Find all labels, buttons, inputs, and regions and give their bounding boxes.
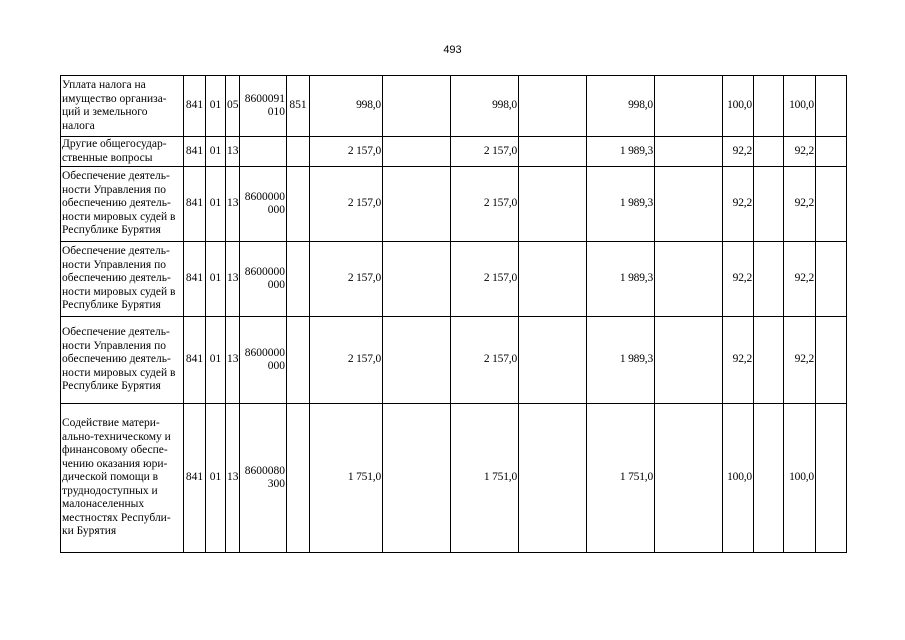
empty-cell <box>519 242 587 317</box>
percent-2: 100,0 <box>784 404 816 553</box>
percent-2: 92,2 <box>784 167 816 242</box>
empty-cell <box>816 137 847 167</box>
empty-cell <box>816 76 847 137</box>
section-code: 01 <box>206 404 226 553</box>
value-2: 998,0 <box>451 76 519 137</box>
empty-cell <box>754 76 784 137</box>
expense-type-code <box>287 167 310 242</box>
ministry-code: 841 <box>184 137 206 167</box>
row-name: Обеспечение деятель-ности Управления по обеспечению деятель-ности мировых судей в Республике Бурятия <box>61 167 184 242</box>
empty-cell <box>754 167 784 242</box>
empty-cell <box>383 167 451 242</box>
value-3: 1 989,3 <box>587 137 655 167</box>
subsection-code: 05 <box>226 76 240 137</box>
table-row <box>61 137 847 167</box>
ministry-code: 841 <box>184 242 206 317</box>
empty-cell <box>383 137 451 167</box>
empty-cell <box>816 404 847 553</box>
percent-1: 92,2 <box>723 137 754 167</box>
percent-2: 92,2 <box>784 317 816 404</box>
ministry-code: 841 <box>184 76 206 137</box>
value-2: 2 157,0 <box>451 167 519 242</box>
subsection-code: 13 <box>226 137 240 167</box>
empty-cell <box>519 137 587 167</box>
target-article-code: 8600000 000 <box>240 167 287 242</box>
value-3: 1 989,3 <box>587 167 655 242</box>
expense-type-code <box>287 404 310 553</box>
section-code: 01 <box>206 242 226 317</box>
table-row <box>61 404 847 553</box>
row-name: Обеспечение деятель-ности Управления по обеспечению деятель-ности мировых судей в Республике Бурятия <box>61 317 184 404</box>
ministry-code: 841 <box>184 404 206 553</box>
value-1: 2 157,0 <box>310 167 383 242</box>
expense-type-code: 851 <box>287 76 310 137</box>
expense-type-code <box>287 317 310 404</box>
value-3: 1 751,0 <box>587 404 655 553</box>
value-2: 2 157,0 <box>451 137 519 167</box>
section-code: 01 <box>206 167 226 242</box>
expense-type-code <box>287 137 310 167</box>
target-article-code: 8600000 000 <box>240 317 287 404</box>
value-3: 1 989,3 <box>587 317 655 404</box>
subsection-code: 13 <box>226 404 240 553</box>
section-code: 01 <box>206 317 226 404</box>
section-code: 01 <box>206 76 226 137</box>
ministry-code: 841 <box>184 317 206 404</box>
target-article-code: 8600080 300 <box>240 404 287 553</box>
section-code: 01 <box>206 137 226 167</box>
value-1: 2 157,0 <box>310 137 383 167</box>
empty-cell <box>655 137 723 167</box>
value-1: 2 157,0 <box>310 317 383 404</box>
expense-type-code <box>287 242 310 317</box>
budget-table <box>60 75 847 553</box>
empty-cell <box>816 242 847 317</box>
percent-1: 100,0 <box>723 76 754 137</box>
percent-1: 92,2 <box>723 167 754 242</box>
value-3: 1 989,3 <box>587 242 655 317</box>
empty-cell <box>383 317 451 404</box>
value-2: 2 157,0 <box>451 317 519 404</box>
empty-cell <box>754 242 784 317</box>
empty-cell <box>816 317 847 404</box>
percent-2: 100,0 <box>784 76 816 137</box>
table-row <box>61 167 847 242</box>
subsection-code: 13 <box>226 167 240 242</box>
page-number: 493 <box>443 44 462 56</box>
empty-cell <box>519 167 587 242</box>
percent-1: 92,2 <box>723 317 754 404</box>
empty-cell <box>655 242 723 317</box>
percent-1: 100,0 <box>723 404 754 553</box>
table-row <box>61 317 847 404</box>
value-3: 998,0 <box>587 76 655 137</box>
empty-cell <box>655 167 723 242</box>
value-2: 2 157,0 <box>451 242 519 317</box>
value-1: 998,0 <box>310 76 383 137</box>
empty-cell <box>383 76 451 137</box>
subsection-code: 13 <box>226 242 240 317</box>
row-name: Обеспечение деятель-ности Управления по обеспечению деятель-ности мировых судей в Республике Бурятия <box>61 242 184 317</box>
percent-2: 92,2 <box>784 137 816 167</box>
subsection-code: 13 <box>226 317 240 404</box>
empty-cell <box>754 317 784 404</box>
empty-cell <box>655 76 723 137</box>
empty-cell <box>754 137 784 167</box>
table-row <box>61 242 847 317</box>
empty-cell <box>754 404 784 553</box>
percent-1: 92,2 <box>723 242 754 317</box>
empty-cell <box>519 317 587 404</box>
row-name: Содействие матери-ально-техническому и финансовому обеспе-чению оказания юри-дической помощи в труднодоступных и малонаселенных местностях Республи-ки Бурятия <box>61 404 184 553</box>
empty-cell <box>816 167 847 242</box>
empty-cell <box>519 404 587 553</box>
ministry-code: 841 <box>184 167 206 242</box>
value-2: 1 751,0 <box>451 404 519 553</box>
table-row <box>61 76 847 137</box>
row-name: Другие общегосудар-ственные вопросы <box>61 137 184 167</box>
target-article-code: 8600000 000 <box>240 242 287 317</box>
target-article-code: 8600091 010 <box>240 76 287 137</box>
empty-cell <box>655 404 723 553</box>
empty-cell <box>383 404 451 553</box>
value-1: 2 157,0 <box>310 242 383 317</box>
target-article-code <box>240 137 287 167</box>
empty-cell <box>519 76 587 137</box>
row-name: Уплата налога на имущество организа-ций и земельного налога <box>61 76 184 137</box>
percent-2: 92,2 <box>784 242 816 317</box>
value-1: 1 751,0 <box>310 404 383 553</box>
empty-cell <box>383 242 451 317</box>
empty-cell <box>655 317 723 404</box>
